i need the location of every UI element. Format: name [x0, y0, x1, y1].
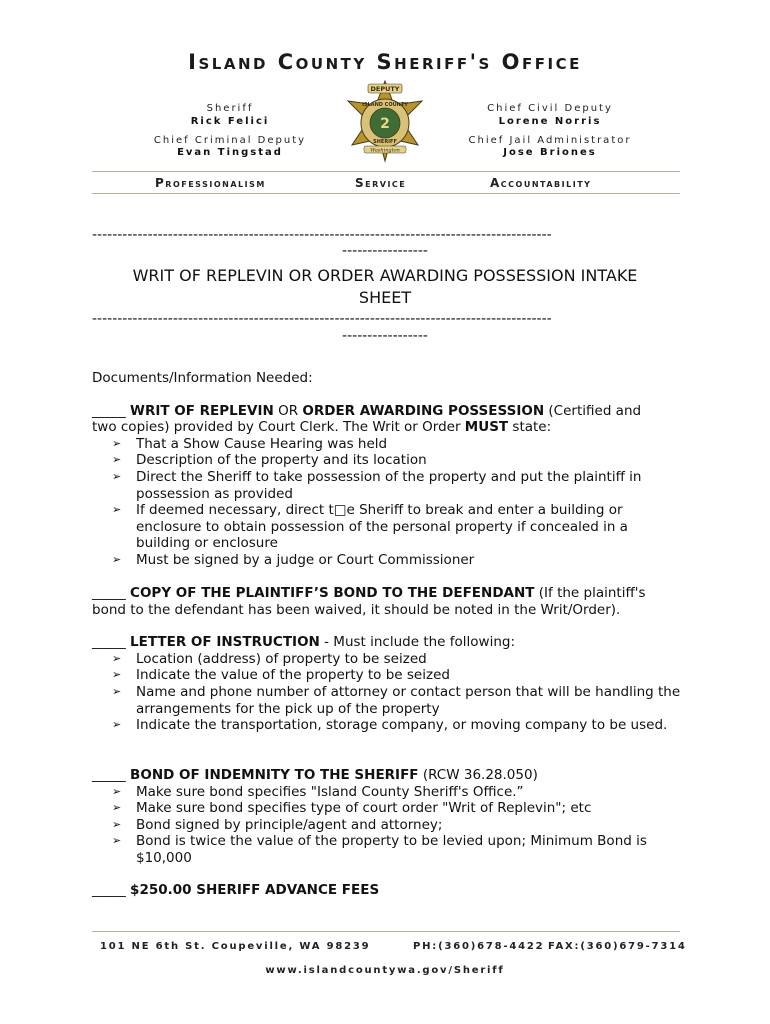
arrow-bullet-icon: ➢ [112, 685, 122, 698]
document-title-line1: WRIT OF REPLEVIN OR ORDER AWARDING POSSESSION INTAKE [132, 266, 638, 285]
document-title-line2: SHEET [358, 288, 412, 307]
sheriff-role: Sheriff [206, 103, 254, 114]
criminal-deputy-name: Evan Tingstad [177, 147, 283, 158]
arrow-bullet-icon: ➢ [112, 470, 122, 483]
footer-address: 101 NE 6th St. Coupeville, WA 98239 [100, 941, 371, 952]
criminal-deputy-role: Chief Criminal Deputy [153, 135, 307, 146]
documents-needed-label: Documents/Information Needed: [92, 370, 313, 386]
footer-website: www.islandcountywa.gov/Sheriff [265, 965, 505, 976]
mission-service: Service [355, 176, 407, 190]
badge-number: 2 [380, 116, 390, 132]
list-item: ➢ Bond signed by principle/agent and attorney; [112, 817, 443, 833]
letter-heading: _____ LETTER OF INSTRUCTION - Must include the following: [92, 634, 516, 650]
jail-admin-name: Jose Briones [503, 147, 597, 158]
writ-line2: two copies) provided by Court Clerk. The Writ or Order MUST state: [92, 419, 552, 435]
jail-admin-role: Chief Jail Administrator [468, 135, 632, 146]
indemnity-heading: _____ BOND OF INDEMNITY TO THE SHERIFF (RCW 36.28.050) [92, 767, 538, 783]
mission-accountability: Accountability [490, 176, 592, 190]
arrow-bullet-icon: ➢ [112, 834, 122, 847]
list-item: ➢ Indicate the transportation, storage company, or moving company to be used. [112, 717, 668, 733]
civil-deputy-name: Lorene Norris [498, 116, 602, 127]
blank-line: _____ [92, 882, 126, 898]
arrow-bullet-icon: ➢ [112, 818, 122, 831]
dash-separator-tail: ----------------- [342, 243, 428, 259]
arrow-bullet-icon: ➢ [112, 785, 122, 798]
sheriff-badge-icon [340, 79, 430, 163]
arrow-bullet-icon: ➢ [112, 718, 122, 731]
arrow-bullet-icon: ➢ [112, 453, 122, 466]
org-title-text: Island County Sheriff's Office [188, 50, 582, 74]
arrow-bullet-icon: ➢ [112, 801, 122, 814]
list-item: ➢ If deemed necessary, direct t□e Sheriff to break and enter a building or enclosure to obtain possession of the personal property if concealed in a building or enclosure [112, 502, 628, 552]
writ-line1: _____ WRIT OF REPLEVIN OR ORDER AWARDING POSSESSION (Certified and [92, 403, 642, 419]
bond-copy-line2: bond to the defendant has been waived, it should be noted in the Writ/Order). [92, 602, 621, 618]
list-item: ➢ Make sure bond specifies "Island County Sheriff's Office.” [112, 784, 524, 800]
org-title [0, 50, 770, 74]
arrow-bullet-icon: ➢ [112, 652, 122, 665]
blank-line: _____ [92, 585, 126, 601]
dash-separator: ------------------------------------------------------------------------------------------- [92, 227, 552, 243]
badge-top-text: DEPUTY [370, 85, 400, 93]
list-item: ➢ Bond is twice the value of the property to be levied upon; Minimum Bond is $10,000 [112, 833, 647, 866]
dash-separator-tail: ----------------- [342, 328, 428, 344]
list-item: ➢ Indicate the value of the property to be seized [112, 667, 450, 683]
list-item: ➢ Location (address) of property to be seized [112, 651, 427, 667]
badge-ring-bottom: SHERIFF [373, 139, 397, 145]
mission-professionalism: Professionalism [155, 176, 266, 190]
sheriff-name: Rick Felici [190, 116, 270, 127]
dash-separator: ------------------------------------------------------------------------------------------- [92, 311, 552, 327]
badge-ring-top: ISLAND COUNTY [362, 102, 408, 108]
list-item: ➢ Description of the property and its location [112, 452, 427, 468]
civil-deputy-role: Chief Civil Deputy [487, 103, 613, 114]
list-item: ➢ Make sure bond specifies type of court order "Writ of Replevin"; etc [112, 800, 592, 816]
blank-line: _____ [92, 767, 126, 783]
blank-line: _____ [92, 634, 126, 650]
arrow-bullet-icon: ➢ [112, 437, 122, 450]
arrow-bullet-icon: ➢ [112, 503, 122, 516]
list-item: ➢ Must be signed by a judge or Court Commissioner [112, 552, 475, 568]
list-item: ➢ Direct the Sheriff to take possession of the property and put the plaintiff in possession as provided [112, 469, 642, 502]
arrow-bullet-icon: ➢ [112, 553, 122, 566]
list-item: ➢ That a Show Cause Hearing was held [112, 436, 388, 452]
mission-rule-bottom [92, 193, 680, 194]
footer-phone: PH:(360)678-4422 [413, 941, 545, 952]
bond-copy-line1: _____ COPY OF THE PLAINTIFF’S BOND TO THE DEFENDANT (If the plaintiff's [92, 585, 646, 601]
mission-rule-top [92, 171, 680, 172]
arrow-bullet-icon: ➢ [112, 668, 122, 681]
list-item: ➢ Name and phone number of attorney or contact person that will be handling the arrangements for the pick up of the property [112, 684, 681, 717]
footer-fax: FAX:(360)679-7314 [548, 941, 687, 952]
blank-line: _____ [92, 403, 126, 419]
badge-ribbon: Washington [370, 147, 400, 154]
footer-rule [92, 931, 680, 932]
fees-line: _____ $250.00 SHERIFF ADVANCE FEES [92, 882, 380, 898]
